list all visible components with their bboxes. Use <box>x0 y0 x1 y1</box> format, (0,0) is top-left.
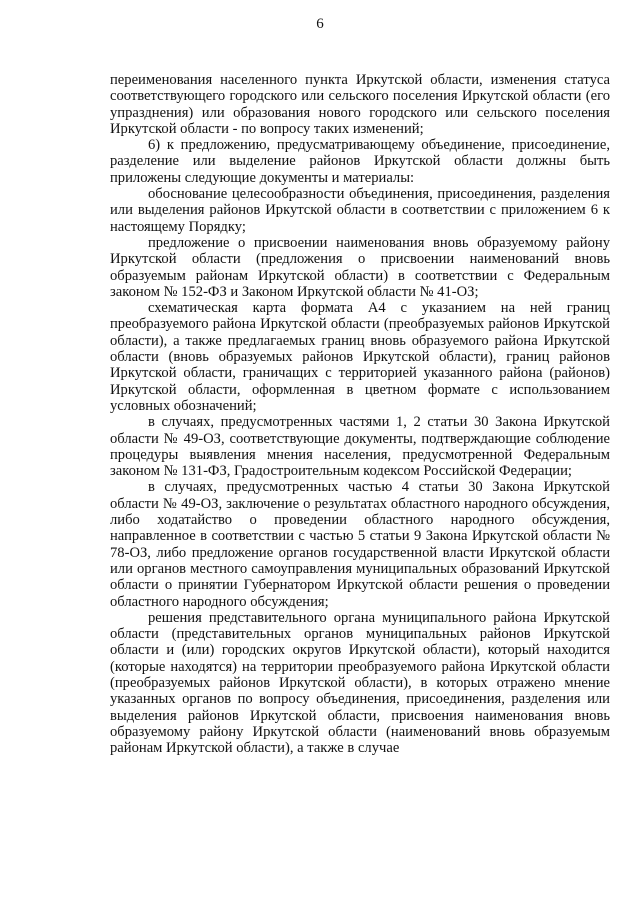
paragraph-5: схематическая карта формата А4 с указанием на ней границ преобразуемого района Иркутской области (преобразуемых районов Иркутской области), а также предлагаемых границ вновь образуемого района Иркутской области (вновь образуемых районов Иркутской области), границ районов Иркутской области, граничащих с территорией указанного района (районов) Иркутской области, оформленная в цветном формате с использованием условных обозначений; <box>110 300 610 414</box>
paragraph-7: в случаях, предусмотренных частью 4 статьи 30 Закона Иркутской области № 49-ОЗ, заключение о результатах областного народного обсуждения, либо ходатайство о проведении областного народного обсуждения, направленное в соответствии с частью 5 статьи 9 Закона Иркутской области № 78-ОЗ, либо предложение органов государственной власти Иркутской области или органов местного самоуправления муниципальных образований Иркутской области о принятии Губернатором Иркутской области решения о проведении областного народного обсуждения; <box>110 479 610 610</box>
paragraph-4: предложение о присвоении наименования вновь образуемому району Иркутской области (предложения о присвоении наименований вновь образуемым районам Иркутской области) в соответствии с Федеральным законом № 152-ФЗ и Законом Иркутской области № 41-ОЗ; <box>110 234 610 300</box>
paragraph-6: в случаях, предусмотренных частями 1, 2 статьи 30 Закона Иркутской области № 49-ОЗ, соответствующие документы, подтверждающие соблюдение процедуры выявления мнения населения, предусмотренной Федеральным законом № 131-ФЗ, Градостроительным кодексом Российской Федерации; <box>110 414 610 480</box>
document-body <box>110 72 610 756</box>
paragraph-8: решения представительного органа муниципального района Иркутской области (представительных органов муниципальных районов Иркутской области и (или) городских округов Иркутской области), который находится (которые находятся) на территории преобразуемого района Иркутской области (преобразуемых районов Иркутской области), в которых отражено мнение указанных органов по вопросу объединения, присоединения, разделения или выделения районов Иркутской области, присвоения наименования вновь образуемому району Иркутской области (наименований вновь образуемым районам Иркутской области), а также в случае <box>110 609 610 757</box>
page-number: 6 <box>316 16 324 32</box>
paragraph-3: обоснование целесообразности объединения, присоединения, разделения или выделения районов Иркутской области в соответствии с приложением 6 к настоящему Порядку; <box>110 186 610 235</box>
paragraph-2: 6) к предложению, предусматривающему объединение, присоединение, разделение или выделение районов Иркутской области должны быть приложены следующие документы и материалы: <box>110 137 610 186</box>
paragraph-1: переименования населенного пункта Иркутской области, изменения статуса соответствующего городского или сельского поселения Иркутской области (его упразднения) или образования нового городского или сельского поселения Иркутской области - по вопросу таких изменений; <box>110 72 610 137</box>
